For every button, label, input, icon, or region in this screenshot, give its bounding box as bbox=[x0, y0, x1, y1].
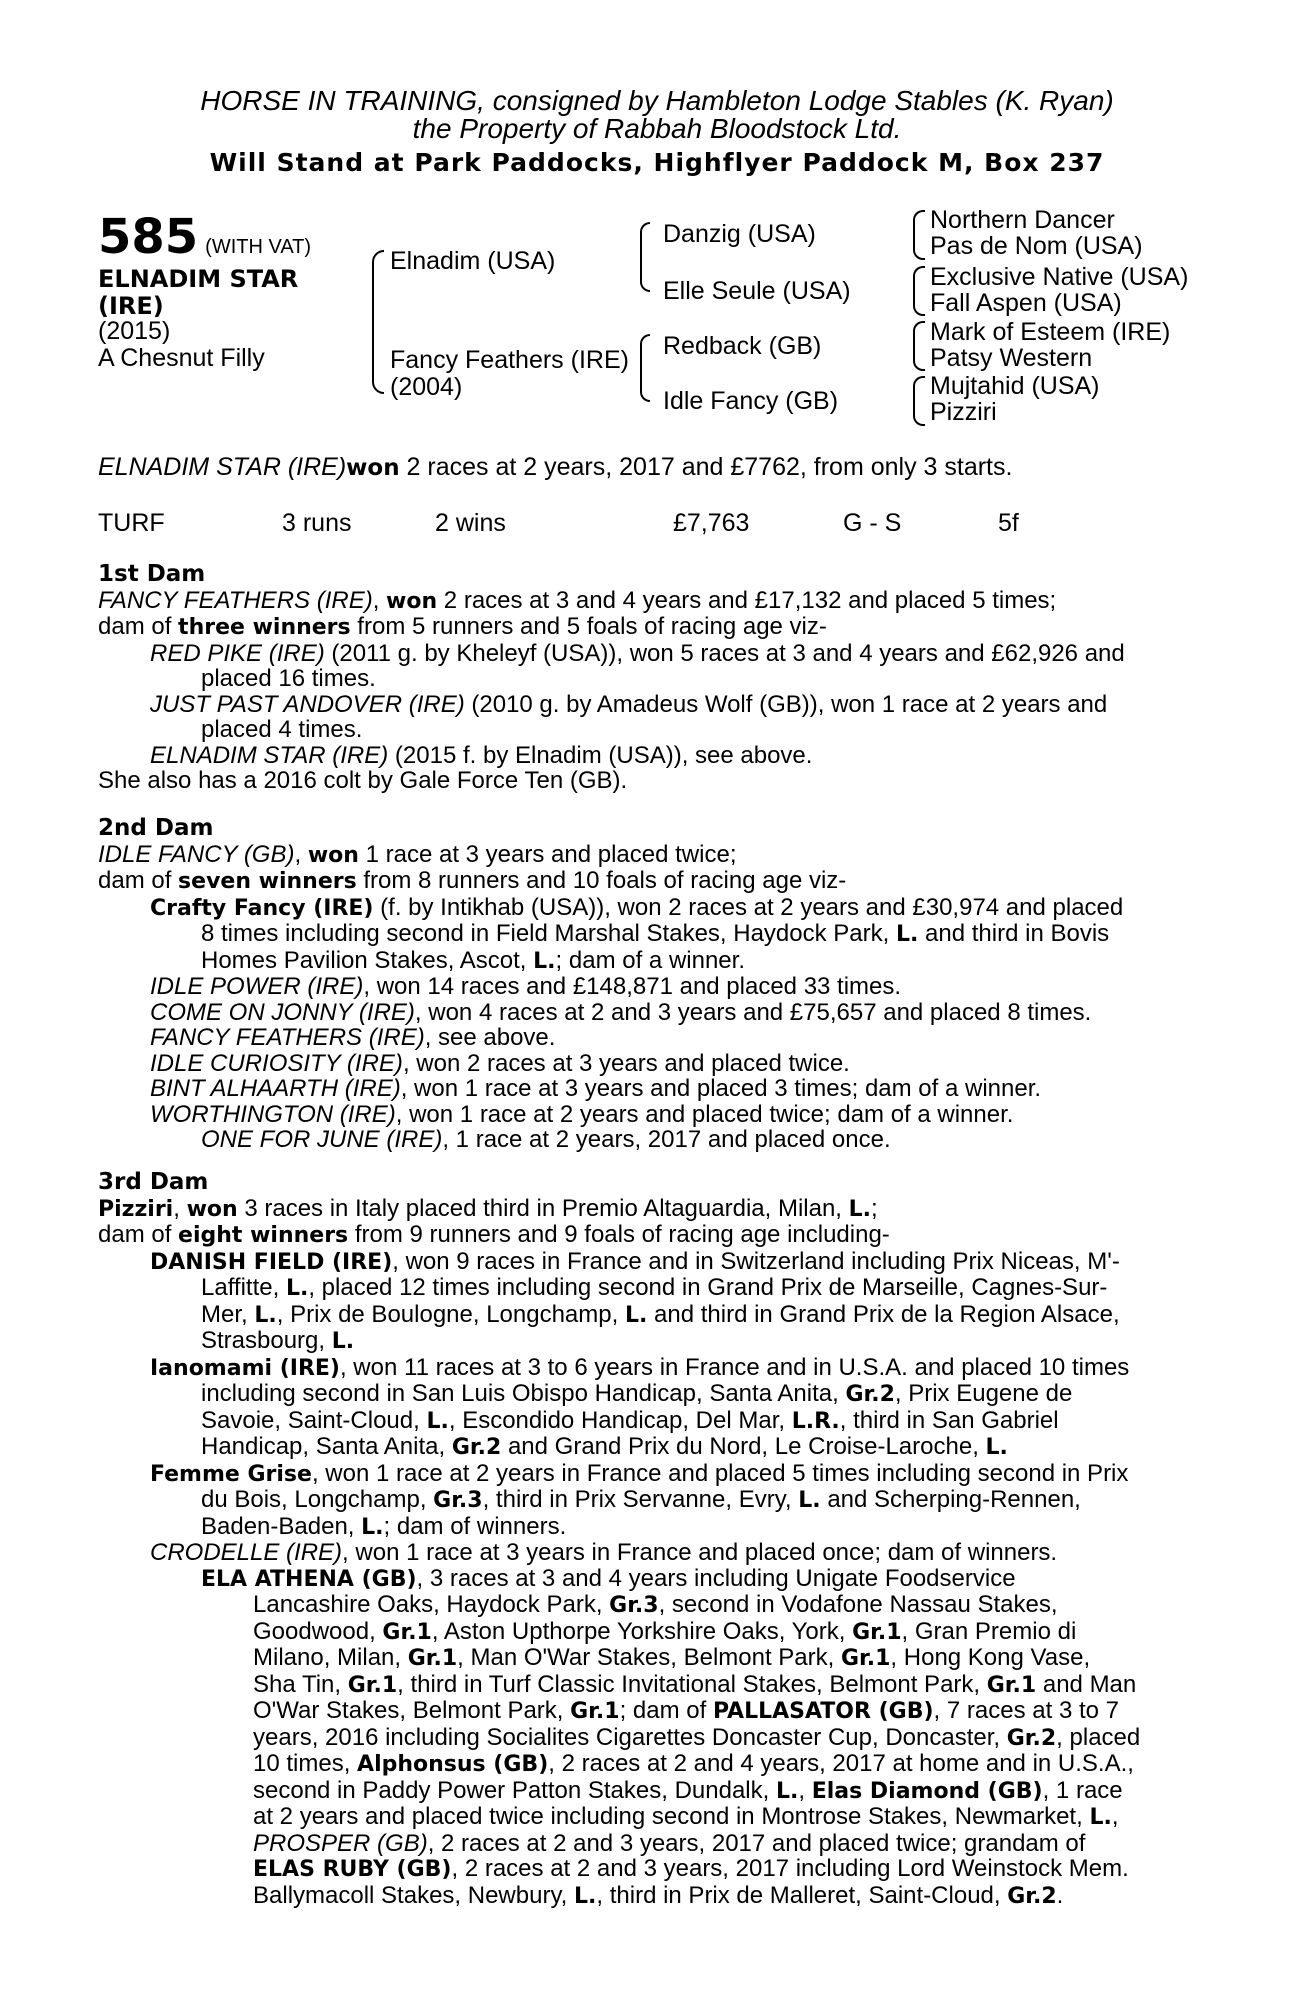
text-run: Femme Grise bbox=[150, 1461, 312, 1487]
text-run: Sha Tin, bbox=[253, 1671, 348, 1698]
text-run: JUST PAST ANDOVER (IRE) bbox=[150, 691, 465, 717]
text-run: won bbox=[186, 1196, 238, 1222]
text-run: , placed 12 times including second in Grand Prix de Marseille, Cagnes-Sur- bbox=[308, 1275, 1108, 1301]
text-line bbox=[98, 1751, 1208, 1778]
text-line bbox=[98, 1222, 1208, 1249]
text-run: (2011 g. by Kheleyf (USA)), won 5 races at 3 and 4 years and £62,926 and bbox=[324, 640, 1125, 666]
text-line bbox=[98, 1102, 1208, 1128]
text-line bbox=[98, 1461, 1208, 1488]
text-run: , 2 races at 2 and 3 years, 2017 and placed twice; grandam of bbox=[427, 1830, 1086, 1856]
text-run: L. bbox=[574, 1883, 597, 1909]
sire-dam: Elle Seule (USA) bbox=[663, 277, 851, 305]
text-run: , second in Vodafone Nassau Stakes, bbox=[658, 1592, 1058, 1618]
text-run: ; bbox=[871, 1195, 878, 1222]
gen3-brace-2 bbox=[913, 266, 925, 316]
text-run: BINT ALHAARTH (IRE) bbox=[150, 1076, 401, 1102]
text-run: Strasbourg, bbox=[201, 1328, 332, 1354]
text-run: , Aston Upthorpe Yorkshire Oaks, York, bbox=[431, 1618, 853, 1645]
text-run: L. bbox=[361, 1514, 384, 1540]
second-dam-heading: 2nd Dam bbox=[98, 816, 214, 841]
text-run: Gr.1 bbox=[852, 1619, 902, 1645]
text-run: Gr.1 bbox=[347, 1672, 398, 1698]
text-run: years, 2016 including Socialites Cigarettes Doncaster Cup, Doncaster, bbox=[253, 1724, 1007, 1751]
text-run: placed 16 times. bbox=[201, 666, 376, 692]
text-run: , third in Prix Servanne, Evry, bbox=[482, 1487, 799, 1513]
record-earnings: £7,763 bbox=[673, 509, 750, 537]
text-line bbox=[98, 641, 1208, 667]
text-run: Laffitte, bbox=[201, 1275, 286, 1301]
consignor-line: HORSE IN TRAINING, consigned by Hambleton Lodge Stables (K. Ryan) bbox=[200, 85, 1114, 116]
text-run: Homes Pavilion Stakes, Ascot, bbox=[201, 947, 534, 974]
horse-name-suffix: (IRE) bbox=[98, 292, 164, 320]
text-run: , bbox=[372, 587, 387, 614]
text-run: COME ON JONNY (IRE) bbox=[150, 999, 415, 1025]
vat-note: (WITH VAT) bbox=[205, 236, 312, 258]
text-run: , bbox=[294, 841, 308, 868]
text-run: Ballymacoll Stakes, Newbury, bbox=[253, 1882, 574, 1909]
text-line bbox=[98, 1275, 1208, 1302]
text-run: , bbox=[1111, 1804, 1119, 1830]
text-line bbox=[98, 1249, 1208, 1276]
text-line bbox=[98, 614, 1208, 641]
text-run: L. bbox=[624, 1302, 648, 1328]
text-run: DANISH FIELD (IRE) bbox=[150, 1249, 393, 1275]
text-run: dam of bbox=[98, 1222, 179, 1248]
text-run: , placed bbox=[1056, 1724, 1141, 1751]
text-run: , Prix de Boulogne, Longchamp, bbox=[276, 1301, 625, 1328]
text-run: including second in San Luis Obispo Handicap, Santa Anita, bbox=[201, 1381, 846, 1407]
text-run: L. bbox=[285, 1276, 309, 1301]
text-run: , 1 race at 2 years, 2017 and placed once. bbox=[442, 1127, 891, 1153]
text-run: and Scherping-Rennen, bbox=[820, 1487, 1081, 1513]
record-distance: 5f bbox=[998, 509, 1019, 537]
sire-sire: Danzig (USA) bbox=[663, 220, 816, 248]
text-run: from 9 runners and 9 foals of racing age including- bbox=[348, 1222, 890, 1248]
text-run: 2 races at 2 years, 2017 and £7762, from only 3 starts. bbox=[399, 453, 1013, 481]
text-run: from 8 runners and 10 foals of racing age viz- bbox=[356, 868, 847, 894]
text-line bbox=[98, 921, 1208, 948]
text-run: L. bbox=[254, 1302, 277, 1328]
text-run: Handicap, Santa Anita, bbox=[201, 1434, 452, 1460]
text-run: L.R. bbox=[791, 1408, 840, 1434]
text-run: L. bbox=[895, 922, 919, 947]
dam-line-brace-top bbox=[640, 334, 650, 366]
gen3-brace-4 bbox=[913, 376, 925, 426]
text-line bbox=[98, 692, 1208, 718]
text-run: L. bbox=[533, 948, 556, 974]
text-run: , 1 race bbox=[1042, 1777, 1123, 1804]
text-line bbox=[98, 895, 1208, 922]
dam-sire-sire: Mark of Esteem (IRE) bbox=[930, 318, 1171, 346]
text-line bbox=[98, 1566, 1208, 1593]
text-line bbox=[98, 1883, 1208, 1910]
text-run: Pizziri bbox=[98, 1196, 174, 1222]
text-line bbox=[98, 1355, 1208, 1382]
text-run: FANCY FEATHERS (IRE) bbox=[98, 587, 373, 614]
text-run: , won 4 races at 2 and 3 years and £75,657 and placed 8 times. bbox=[414, 999, 1092, 1025]
text-run: PALLASATOR (GB) bbox=[712, 1699, 934, 1724]
text-run: , won 2 races at 3 years and placed twice. bbox=[402, 1050, 850, 1076]
text-run: Alphonsus (GB) bbox=[357, 1752, 549, 1777]
gen3-brace-3 bbox=[913, 321, 925, 371]
text-run: IDLE CURIOSITY (IRE) bbox=[150, 1050, 403, 1076]
text-line bbox=[98, 1645, 1208, 1672]
record-going: G - S bbox=[843, 509, 902, 537]
text-run: Gr.1 bbox=[986, 1672, 1037, 1698]
text-run: placed 4 times. bbox=[201, 717, 363, 743]
foaling-year: (2015) bbox=[98, 317, 171, 345]
stand-location-line: Will Stand at Park Paddocks, Highflyer Paddock M, Box 237 bbox=[209, 148, 1105, 177]
text-run: and Man bbox=[1036, 1671, 1137, 1698]
record-wins: 2 wins bbox=[435, 509, 506, 537]
text-run: Ianomami (IRE) bbox=[150, 1355, 340, 1381]
text-run: Gr.3 bbox=[433, 1488, 483, 1513]
text-line bbox=[98, 1328, 1208, 1355]
text-run: She also has a 2016 colt by Gale Force Ten (GB). bbox=[98, 768, 628, 794]
text-line bbox=[98, 1778, 1208, 1805]
text-run: , Man O'War Stakes, Belmont Park, bbox=[457, 1645, 841, 1671]
text-line bbox=[98, 974, 1208, 1000]
text-run: ELA ATHENA (GB) bbox=[201, 1566, 417, 1592]
text-line bbox=[98, 1434, 1208, 1461]
text-line bbox=[98, 1514, 1208, 1541]
text-run: du Bois, Longchamp, bbox=[201, 1487, 434, 1513]
text-line bbox=[98, 1127, 1208, 1153]
record-runs: 3 runs bbox=[282, 509, 352, 537]
text-run: L. bbox=[798, 1488, 821, 1513]
text-run: three winners bbox=[178, 615, 351, 640]
text-run: L. bbox=[775, 1778, 799, 1804]
text-line bbox=[98, 1000, 1208, 1026]
text-run: Gr.1 bbox=[840, 1646, 891, 1671]
text-line bbox=[98, 1725, 1208, 1752]
text-run: ELNADIM STAR (IRE) bbox=[98, 453, 347, 481]
text-run: dam of bbox=[98, 868, 179, 894]
text-run: , won 1 race at 3 years in France and placed once; dam of winners. bbox=[342, 1540, 1058, 1566]
text-run: , 2 races at 2 and 3 years, 2017 including Lord Weinstock Mem. bbox=[451, 1856, 1129, 1882]
text-run: L. bbox=[848, 1196, 872, 1222]
text-run: (f. by Intikhab (USA)), won 2 races at 2 years and £30,974 and placed bbox=[373, 894, 1124, 921]
text-run: ELNADIM STAR (IRE) bbox=[150, 742, 389, 768]
text-run: Gr.3 bbox=[609, 1593, 659, 1618]
pedigree-brace-bottom bbox=[372, 330, 384, 394]
text-run: , 3 races at 3 and 4 years including Unigate Foodservice bbox=[416, 1565, 1016, 1592]
text-run: O'War Stakes, Belmont Park, bbox=[253, 1698, 571, 1724]
text-run: Gr.2 bbox=[845, 1382, 895, 1407]
sire-dam-dam: Fall Aspen (USA) bbox=[930, 289, 1122, 317]
text-run: Elas Diamond (GB) bbox=[811, 1778, 1043, 1804]
text-run: RED PIKE (IRE) bbox=[150, 640, 325, 666]
text-run: , won 14 races and £148,871 and placed 33 times. bbox=[363, 974, 902, 1000]
text-run: second in Paddy Power Patton Stakes, Dundalk, bbox=[253, 1777, 776, 1804]
text-run: Gr.2 bbox=[1006, 1725, 1057, 1751]
text-run: ; dam of winners. bbox=[383, 1513, 567, 1540]
text-run: Lancashire Oaks, Haydock Park, bbox=[253, 1592, 610, 1618]
dam-year: (2004) bbox=[390, 373, 463, 401]
sire: Elnadim (USA) bbox=[390, 247, 556, 275]
text-run: , won 1 race at 2 years in France and placed 5 times including second in Prix bbox=[311, 1460, 1129, 1487]
property-line: the Property of Rabbah Bloodstock Ltd. bbox=[412, 113, 902, 144]
text-run: , third in Prix de Malleret, Saint-Cloud, bbox=[596, 1882, 1008, 1909]
text-run: , Hong Kong Vase, bbox=[890, 1645, 1091, 1671]
text-run: Milano, Milan, bbox=[253, 1645, 408, 1671]
text-run: , 7 races at 3 to 7 bbox=[933, 1698, 1119, 1724]
text-run: , Escondido Handicap, Del Mar, bbox=[448, 1407, 792, 1434]
text-line bbox=[98, 1051, 1208, 1077]
text-run: , won 9 races in France and in Switzerland including Prix Niceas, M'- bbox=[392, 1248, 1120, 1275]
text-run: 2 races at 3 and 4 years and £17,132 and placed 5 times; bbox=[437, 587, 1057, 614]
dam-dam: Idle Fancy (GB) bbox=[663, 387, 839, 415]
text-run: dam of bbox=[98, 614, 179, 640]
text-run: , won 1 race at 3 years and placed 3 times; dam of a winner. bbox=[400, 1076, 1042, 1102]
gen3-brace-1 bbox=[913, 210, 925, 260]
dam-dam-sire: Mujtahid (USA) bbox=[930, 372, 1100, 400]
text-line bbox=[98, 1196, 1208, 1223]
text-run: . bbox=[1056, 1882, 1064, 1909]
pedigree-brace-top bbox=[372, 250, 384, 332]
dam-line-brace-bottom bbox=[640, 364, 650, 402]
first-dam-heading: 1st Dam bbox=[98, 562, 206, 587]
text-run: WORTHINGTON (IRE) bbox=[150, 1101, 396, 1127]
text-run: won bbox=[307, 842, 359, 868]
text-line bbox=[98, 1487, 1208, 1514]
text-run: and third in Bovis bbox=[918, 921, 1110, 947]
text-line bbox=[98, 588, 1208, 615]
horse-description: A Chesnut Filly bbox=[98, 344, 265, 372]
dam-sire: Redback (GB) bbox=[663, 332, 822, 360]
text-run: , bbox=[173, 1195, 187, 1222]
third-dam-heading: 3rd Dam bbox=[98, 1170, 209, 1195]
text-line bbox=[98, 948, 1208, 975]
text-run: L. bbox=[1089, 1805, 1112, 1830]
text-run: , third in San Gabriel bbox=[839, 1407, 1059, 1434]
text-run: Baden-Baden, bbox=[201, 1513, 362, 1540]
first-dam-section bbox=[98, 562, 1208, 794]
text-run: 8 times including second in Field Marshal Stakes, Haydock Park, bbox=[201, 921, 896, 947]
text-run: ONE FOR JUNE (IRE) bbox=[201, 1127, 443, 1153]
horse-name: ELNADIM STAR bbox=[98, 265, 299, 293]
text-run: L. bbox=[426, 1408, 449, 1434]
text-run: , Gran Premio di bbox=[901, 1618, 1077, 1645]
text-run: and Grand Prix du Nord, Le Croise-Laroche, bbox=[501, 1434, 986, 1460]
second-dam-section bbox=[98, 816, 1208, 1153]
text-line bbox=[98, 1619, 1208, 1646]
lot-number: 585 bbox=[98, 209, 199, 265]
text-line bbox=[98, 1856, 1208, 1883]
sire-sire-dam: Pas de Nom (USA) bbox=[930, 232, 1143, 260]
text-run: 1 race at 3 years and placed twice; bbox=[358, 841, 737, 868]
text-run: FANCY FEATHERS (IRE) bbox=[150, 1025, 425, 1051]
text-run: , won 11 races at 3 to 6 years in France and in U.S.A. and placed 10 times bbox=[339, 1354, 1130, 1381]
dam-dam-dam: Pizziri bbox=[930, 398, 997, 426]
sire-line-brace-bottom bbox=[640, 254, 650, 292]
race-summary bbox=[98, 454, 1012, 482]
text-run: CRODELLE (IRE) bbox=[150, 1540, 343, 1566]
text-line bbox=[98, 842, 1208, 869]
sire-sire-sire: Northern Dancer bbox=[930, 206, 1115, 234]
text-run: , bbox=[798, 1777, 812, 1804]
text-run: 10 times, bbox=[253, 1751, 358, 1777]
text-run: eight winners bbox=[178, 1223, 349, 1248]
text-run: Crafty Fancy (IRE) bbox=[150, 895, 374, 921]
third-dam-section bbox=[98, 1170, 1208, 1909]
text-line bbox=[98, 1698, 1208, 1725]
text-run: seven winners bbox=[178, 869, 357, 894]
text-run: L. bbox=[331, 1329, 355, 1354]
text-run: ; dam of a winner. bbox=[555, 947, 745, 974]
text-line bbox=[98, 1076, 1208, 1102]
record-surface: TURF bbox=[98, 509, 165, 537]
text-line bbox=[98, 868, 1208, 895]
text-line bbox=[98, 1302, 1208, 1329]
text-run: PROSPER (GB) bbox=[253, 1830, 428, 1856]
text-run: ELAS RUBY (GB) bbox=[253, 1857, 452, 1882]
text-run: L. bbox=[985, 1435, 1008, 1460]
text-run: at 2 years and placed twice including second in Montrose Stakes, Newmarket, bbox=[253, 1804, 1090, 1830]
text-run: Gr.2 bbox=[451, 1435, 502, 1460]
text-line bbox=[98, 743, 1208, 769]
text-line bbox=[98, 1025, 1208, 1051]
text-run: Gr.1 bbox=[570, 1699, 620, 1724]
text-line bbox=[98, 1804, 1208, 1831]
text-run: Goodwood, bbox=[253, 1618, 383, 1645]
text-run: IDLE FANCY (GB) bbox=[98, 841, 295, 868]
text-run: Gr.1 bbox=[382, 1619, 432, 1645]
text-run: , third in Turf Classic Invitational Stakes, Belmont Park, bbox=[397, 1671, 987, 1698]
text-line bbox=[98, 1831, 1208, 1857]
text-run: from 5 runners and 5 foals of racing age viz- bbox=[350, 614, 827, 640]
text-run: , 2 races at 2 and 4 years, 2017 at home and in U.S.A., bbox=[548, 1751, 1134, 1777]
text-run: won bbox=[346, 455, 400, 481]
text-line bbox=[98, 1672, 1208, 1699]
text-run: Gr.2 bbox=[1007, 1883, 1057, 1909]
text-run: 3 races in Italy placed third in Premio Altaguardia, Milan, bbox=[237, 1195, 849, 1222]
text-run: (2010 g. by Amadeus Wolf (GB)), won 1 race at 2 years and bbox=[464, 691, 1108, 717]
text-line bbox=[98, 1381, 1208, 1408]
text-run: , won 1 race at 2 years and placed twice; dam of a winner. bbox=[395, 1101, 1014, 1127]
text-line bbox=[98, 1540, 1208, 1566]
text-run: IDLE POWER (IRE) bbox=[150, 974, 364, 1000]
dam-sire-dam: Patsy Western bbox=[930, 344, 1093, 372]
text-run: and third in Grand Prix de la Region Alsace, bbox=[647, 1301, 1120, 1328]
text-run: Mer, bbox=[201, 1301, 255, 1328]
text-line bbox=[98, 1408, 1208, 1435]
text-run: (2015 f. by Elnadim (USA)), see above. bbox=[388, 742, 813, 768]
text-run: Gr.1 bbox=[407, 1646, 458, 1671]
lot-number-block bbox=[98, 209, 312, 265]
text-run: won bbox=[386, 588, 438, 614]
text-line bbox=[98, 1592, 1208, 1619]
text-run: , Prix Eugene de bbox=[894, 1381, 1073, 1407]
text-run: ; dam of bbox=[619, 1698, 713, 1724]
text-run: Savoie, Saint-Cloud, bbox=[201, 1407, 427, 1434]
sire-line-brace-top bbox=[640, 222, 650, 256]
text-run: , see above. bbox=[424, 1025, 556, 1051]
sire-dam-sire: Exclusive Native (USA) bbox=[930, 263, 1189, 291]
dam: Fancy Feathers (IRE) bbox=[390, 346, 629, 374]
